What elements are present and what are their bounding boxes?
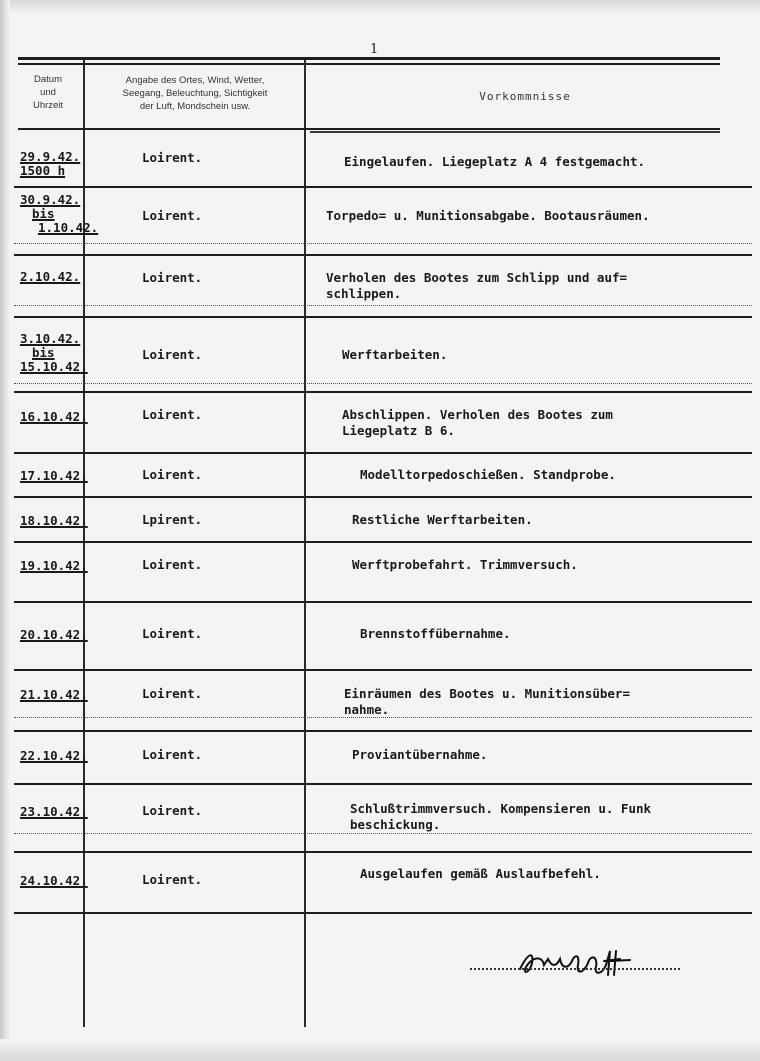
row-event: Brennstoffübernahme. — [360, 626, 511, 641]
row-event: Verholen des Bootes zum Schlipp und auf= schlippen. — [326, 270, 628, 301]
row-dashes — [14, 243, 752, 245]
row-divider — [14, 391, 752, 393]
row-date: 21.10.42. — [20, 687, 88, 702]
row-event: Restliche Werftarbeiten. — [352, 512, 533, 527]
top-rule — [18, 57, 720, 60]
header-events: Vorkommnisse — [479, 90, 571, 103]
row-event: Ausgelaufen gemäß Auslaufbefehl. — [360, 866, 601, 881]
header-rule — [18, 128, 720, 130]
row-dashes — [14, 383, 752, 385]
row-place: Loirent. — [142, 803, 203, 818]
row-place: Loirent. — [142, 270, 203, 285]
row-place: Loirent. — [142, 557, 203, 572]
row-date: 18.10.42. — [20, 513, 88, 528]
row-divider — [14, 669, 752, 671]
row-place: Loirent. — [142, 467, 203, 482]
row-date: 19.10.42. — [20, 558, 88, 573]
row-divider — [14, 601, 752, 603]
row-event: Schlußtrimmversuch. Kompensieren u. Funk beschickung. — [350, 801, 652, 832]
row-place: Loirent. — [142, 626, 203, 641]
row-divider — [14, 452, 752, 454]
row-place: Loirent. — [142, 208, 203, 223]
signature-line — [470, 968, 680, 970]
header-rule-thin — [310, 131, 720, 133]
row-dashes — [14, 833, 752, 835]
top-rule-thin — [18, 63, 720, 65]
row-divider — [14, 730, 752, 732]
row-event: Torpedo= u. Munitionsabgabe. Bootausräumen. — [326, 208, 650, 223]
row-divider — [14, 316, 752, 318]
row-event: Abschlippen. Verholen des Bootes zum Liegeplatz B 6. — [342, 407, 613, 438]
row-place: Loirent. — [142, 872, 203, 887]
row-place: Loirent. — [142, 347, 203, 362]
row-date: 29.9.42. 1500 h — [20, 149, 81, 178]
row-divider — [14, 496, 752, 498]
row-place: Loirent. — [142, 407, 203, 422]
header-place-weather: Angabe des Ortes, Wind, Wetter, Seegang, Beleuchtung, Sichtigkeit der Luft, Mondschein usw. — [122, 75, 268, 112]
row-divider — [14, 254, 752, 256]
row-date: 2.10.42. — [20, 269, 81, 284]
row-divider — [14, 851, 752, 853]
row-date: 17.10.42. — [20, 468, 88, 483]
header-date: Datum und Uhrzeit — [32, 74, 64, 111]
row-dashes — [14, 717, 752, 719]
row-date: 22.10.42. — [20, 748, 88, 763]
row-event: Einräumen des Bootes u. Munitionsüber= nahme. — [344, 686, 630, 717]
row-date: 3.10.42. bis 15.10.42. — [20, 331, 88, 374]
row-event: Modelltorpedoschießen. Standprobe. — [360, 467, 616, 482]
row-divider — [14, 541, 752, 543]
row-divider — [14, 186, 752, 188]
row-date: 23.10.42. — [20, 804, 88, 819]
row-event: Eingelaufen. Liegeplatz A 4 festgemacht. — [344, 154, 646, 169]
row-divider — [14, 912, 752, 914]
row-place: Loirent. — [142, 150, 203, 165]
handwritten-signature — [470, 945, 690, 985]
scan-edge-bottom — [0, 1039, 760, 1061]
row-dashes — [14, 305, 752, 307]
row-event: Proviantübernahme. — [352, 747, 488, 762]
page-number: 1 — [370, 42, 379, 57]
row-event: Werftprobefahrt. Trimmversuch. — [352, 557, 578, 572]
scan-edge-left — [0, 0, 10, 1061]
row-divider — [14, 783, 752, 785]
row-place: Lpirent. — [142, 512, 203, 527]
row-date: 20.10.42. — [20, 627, 88, 642]
row-date: 24.10.42. — [20, 873, 88, 888]
row-place: Loirent. — [142, 747, 203, 762]
column-rule-place — [304, 60, 306, 1027]
row-event: Werftarbeiten. — [342, 347, 448, 362]
row-date: 16.10.42. — [20, 409, 88, 424]
row-date: 30.9.42. bis 1.10.42. — [20, 192, 99, 235]
row-place: Loirent. — [142, 686, 203, 701]
scan-edge-top — [0, 0, 760, 14]
